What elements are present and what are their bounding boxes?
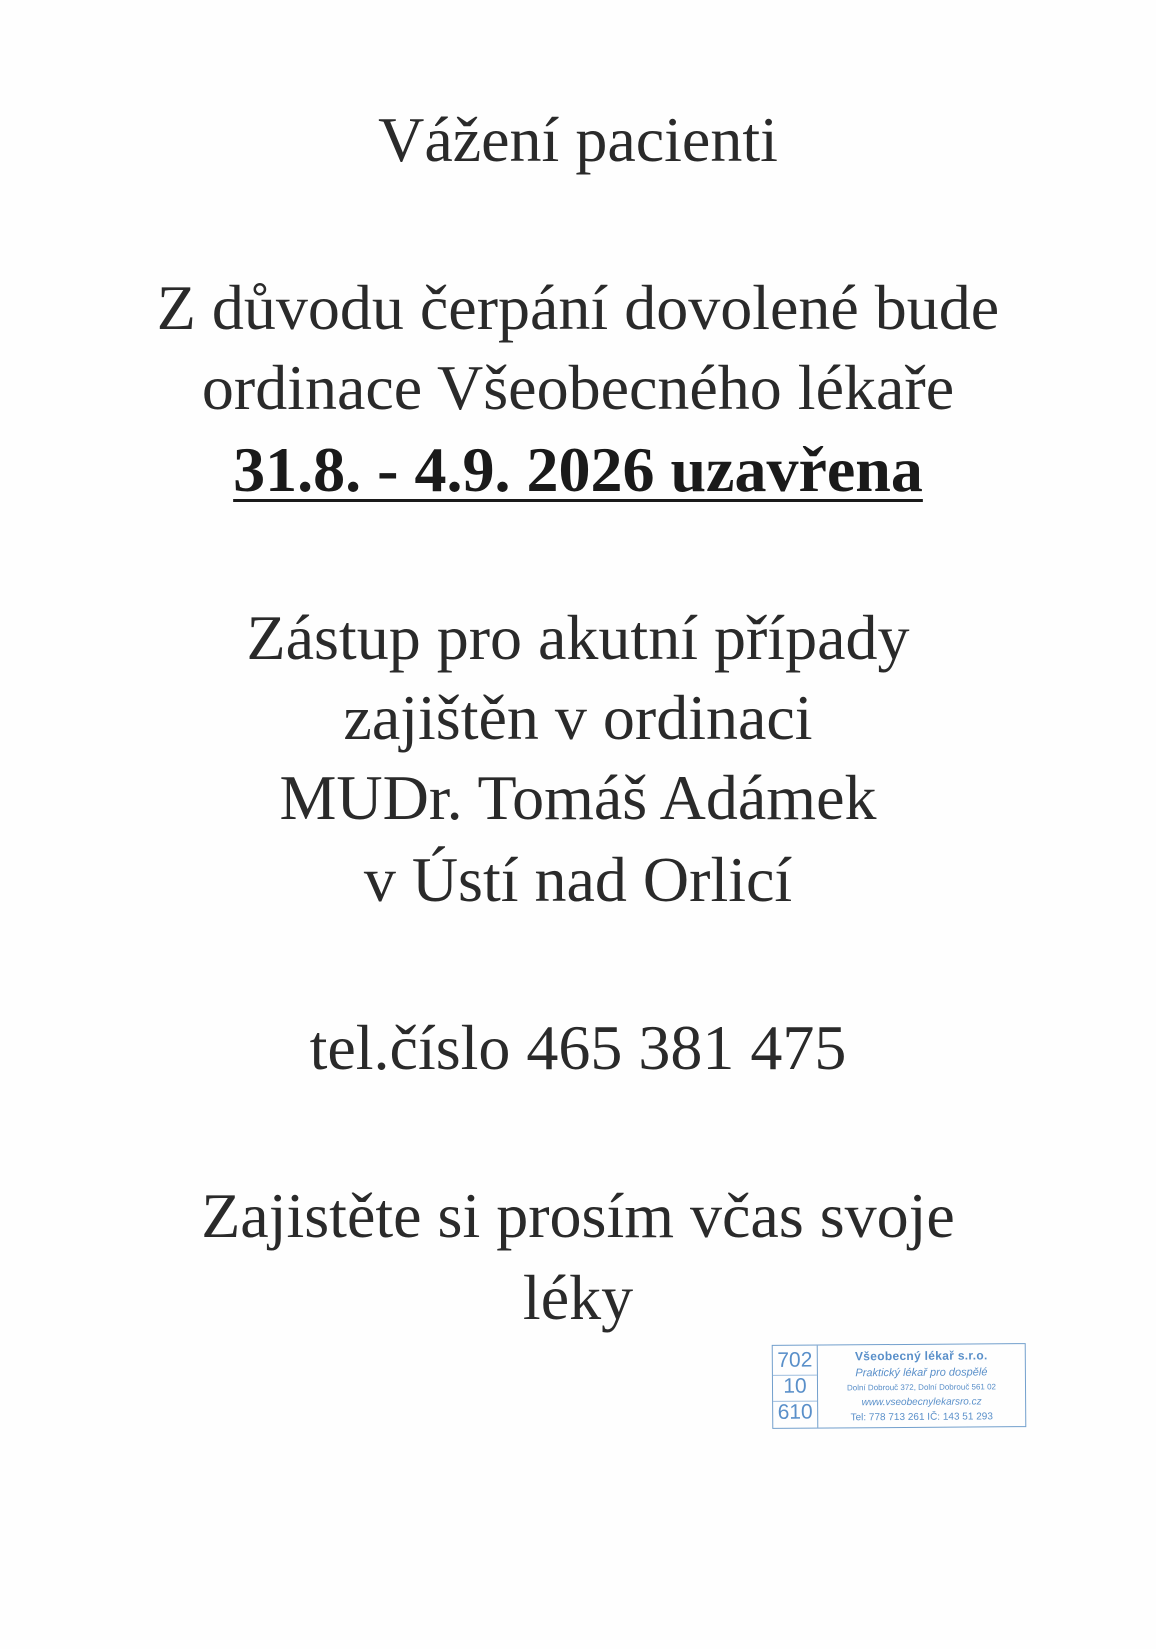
closure-text-line-2: ordinace Všeobecného lékaře (201, 352, 955, 423)
phone-number: tel.číslo 465 381 475 (309, 1012, 847, 1083)
stamp-website: www.vseobecnylekarsro.cz (861, 1396, 982, 1408)
reminder-text-line-2: léky (522, 1262, 634, 1333)
reminder-text-line-1: Zajistěte si prosím včas svoje (201, 1180, 955, 1251)
stamp-text-block (818, 1344, 1026, 1427)
substitute-doctor-name: MUDr. Tomáš Adámek (279, 762, 877, 833)
closure-text-line-1: Z důvodu čerpání dovolené bude (156, 272, 1000, 343)
stamp-number-2: 10 (773, 1375, 817, 1398)
stamp-number-block (773, 1346, 819, 1428)
stamp-company-name: Všeobecný lékař s.r.o. (854, 1348, 988, 1364)
substitute-text-line-1: Zástup pro akutní případy (246, 602, 910, 673)
closure-dates (0, 432, 1156, 508)
closure-dates-text: 31.8. - 4.9. 2026 uzavřena (233, 434, 923, 505)
stamp-subtitle: Praktický lékař pro dospělé (855, 1366, 988, 1380)
greeting-heading: Vážení pacienti (378, 104, 778, 175)
substitute-location: v Ústí nad Orlicí (363, 844, 793, 915)
stamp-number-1: 702 (777, 1348, 813, 1372)
practice-stamp (772, 1343, 1027, 1429)
stamp-address: Dolní Dobrouč 372, Dolní Dobrouč 561 02 (846, 1382, 997, 1393)
stamp-contact: Tel: 778 713 261 IČ: 143 51 293 (850, 1411, 993, 1424)
stamp-number-3: 610 (773, 1401, 817, 1424)
substitute-text-line-2: zajištěn v ordinaci (343, 682, 813, 753)
